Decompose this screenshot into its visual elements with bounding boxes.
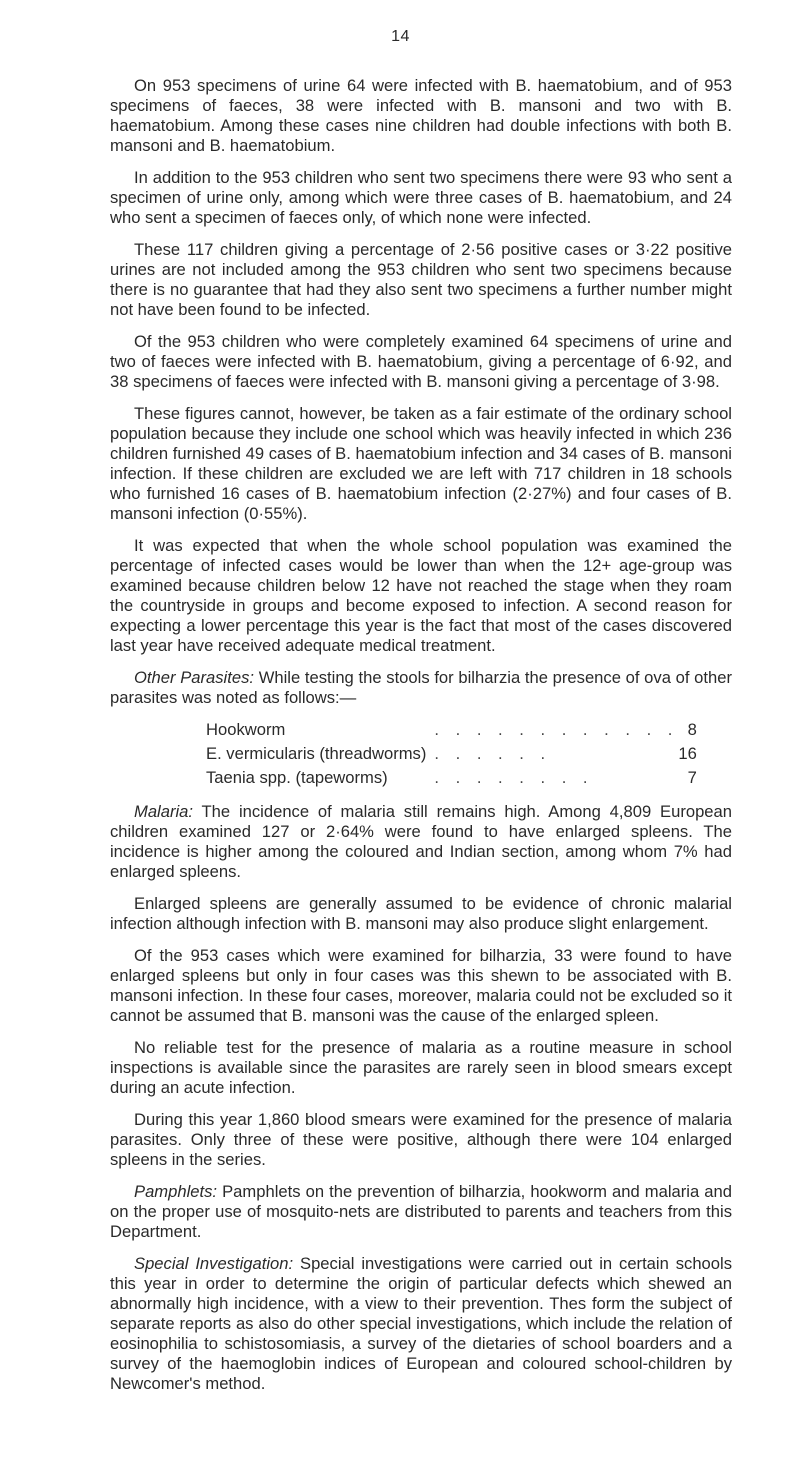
table-row — [206, 768, 697, 792]
special-investigation-paragraph — [110, 1254, 732, 1394]
other-parasites-text: While testing the stools for bilharzia the presence of ova of other parasites was noted as follows:— — [110, 668, 732, 707]
paragraph: Enlarged spleens are generally assumed to be evidence of chronic malarial infection although infection with B. mansoni may also produce slight enlargement. — [110, 894, 732, 933]
page-number: 14 — [391, 28, 410, 45]
other-parasites-paragraph — [110, 668, 732, 708]
pamphlets-paragraph — [110, 1182, 732, 1242]
pamphlets-heading: Pamphlets: — [134, 1182, 218, 1201]
special-investigation-heading: Special Investigation: — [134, 1254, 294, 1273]
leader-dots: . . . . . . . . . . . . — [434, 720, 679, 739]
parasite-name: E. vermicularis (threadworms) — [206, 744, 427, 763]
leader-dots: . . . . . . . . — [434, 768, 594, 787]
paragraph: In addition to the 953 children who sent two specimens there were 93 who sent a specimen of urine only, among which were three cases of B. haematobium, and 24 who sent a specimen of faeces only, of which none were infected. — [110, 168, 732, 227]
pamphlets-text: Pamphlets on the prevention of bilharzia, hookworm and malaria and on the proper use of mosquito-nets are distributed to parents and teachers from this Department. — [110, 1182, 732, 1241]
parasite-count: 7 — [687, 768, 697, 787]
parasite-name: Hookworm — [206, 720, 286, 739]
parasite-count: 16 — [678, 744, 697, 763]
paragraph: No reliable test for the presence of malaria as a routine measure in school inspections is available since the parasites are rarely seen in blood smears except during an acute infection. — [110, 1038, 732, 1097]
paragraph: Of the 953 cases which were examined for bilharzia, 33 were found to have enlarged spleens but only in four cases was this shewn to be associated with B. mansoni infection. In these four cases, moreover, malaria could not be excluded so it cannot be assumed that B. mansoni was the cause of the enlarged spleen. — [110, 946, 732, 1025]
parasite-count: 8 — [687, 720, 697, 739]
leader-dots: . . . . . . — [434, 744, 552, 763]
malaria-paragraph — [110, 802, 732, 882]
parasite-table — [206, 720, 697, 792]
table-row — [206, 744, 697, 768]
paragraph: It was expected that when the whole school population was examined the percentage of infected cases would be lower than when the 12+ age-group was examined because children below 12 have not reached the stage when they roam the countryside in groups and become exposed to infection. A second reason for expecting a lower percentage this year is the fact that most of the cases discovered last year have received adequate medical treatment. — [110, 536, 732, 655]
document-body — [110, 76, 732, 1406]
malaria-text: The incidence of malaria still remains high. Among 4,809 European children examined 127 or 2·64% were found to have enlarged spleens. The incidence is higher among the coloured and Indian section, among whom 7% had enlarged spleens. — [110, 802, 732, 881]
table-row — [206, 720, 697, 744]
paragraph: These figures cannot, however, be taken as a fair estimate of the ordinary school population because they include one school which was heavily infected in which 236 children furnished 49 cases of B. haematobium infection and 34 cases of B. mansoni infection. If these children are excluded we are left with 717 children in 18 schools who furnished 16 cases of B. haematobium infection (2·27%) and four cases of B. mansoni infection (0·55%). — [110, 404, 732, 523]
paragraph: Of the 953 children who were completely examined 64 specimens of urine and two of faeces were infected with B. haematobium, giving a percentage of 6·92, and 38 specimens of faeces were infected with B. mansoni giving a percentage of 3·98. — [110, 332, 732, 391]
parasite-name: Taenia spp. (tapeworms) — [206, 768, 388, 787]
paragraph: On 953 specimens of urine 64 were infected with B. haematobium, and of 953 specimens of faeces, 38 were infected with B. mansoni and two with B. haematobium. Among these cases nine children had double infections with both B. mansoni and B. haematobium. — [110, 76, 732, 155]
other-parasites-heading: Other Parasites: — [134, 668, 254, 687]
malaria-heading: Malaria: — [134, 802, 194, 821]
special-investigation-text: Special investigations were carried out in certain schools this year in order to determine the origin of particular defects which shewed an abnormally high incidence, with a view to their prevention. Thes form the subject of separate reports as also do other special investigations, which include the relation of eosinophilia to schistosomiasis, a survey of the dietaries of school boarders and a survey of the haemoglobin indices of European and coloured school-children by Newcomer's method. — [110, 1254, 732, 1393]
paragraph: These 117 children giving a percentage of 2·56 positive cases or 3·22 positive urines are not included among the 953 children who sent two specimens because there is no guarantee that had they also sent two specimens a further number might not have been found to be infected. — [110, 240, 732, 319]
paragraph: During this year 1,860 blood smears were examined for the presence of malaria parasites. Only three of these were positive, although there were 104 enlarged spleens in the series. — [110, 1110, 732, 1169]
